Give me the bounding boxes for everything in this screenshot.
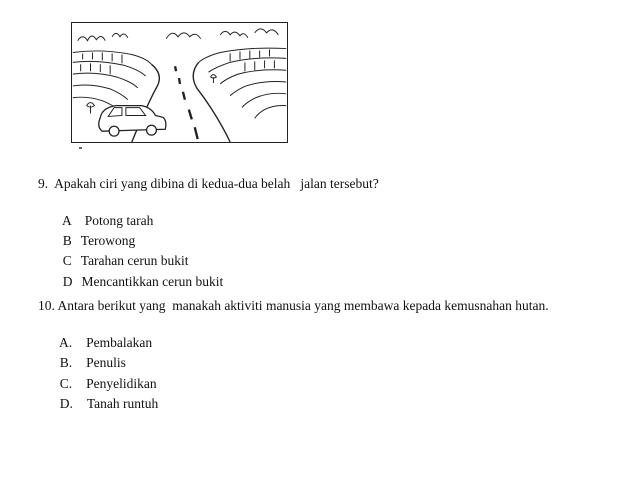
option-label: Tanah runtuh — [86, 396, 159, 411]
option-letter: D. — [59, 396, 73, 411]
option-label: Penyelidikan — [86, 376, 157, 391]
option-letter: A — [62, 213, 72, 228]
road-terrace-illustration — [71, 22, 288, 143]
question-10-text: 10. Antara berikut yang manakah aktiviti manusia yang membawa kepada kemusnahan hutan. — [38, 298, 549, 313]
option-label: Penulis — [86, 355, 126, 370]
option-label: Pembalakan — [86, 335, 153, 350]
question-10-option-d — [53, 380, 158, 412]
road-terrace-drawing — [72, 23, 287, 142]
option-label: Tarahan cerun bukit — [80, 253, 189, 268]
option-label: Mencantikkan cerun bukit — [81, 274, 224, 289]
question-9-option-d — [56, 258, 223, 290]
option-letter: D — [62, 274, 73, 289]
question-9-text: 9. Apakah ciri yang dibina di kedua-dua belah jalan tersebut? — [38, 176, 379, 191]
option-letter: B — [62, 233, 72, 248]
option-label: Potong tarah — [84, 213, 154, 228]
option-letter: B. — [59, 355, 73, 370]
stray-mark — [79, 147, 82, 149]
option-letter: C. — [59, 376, 73, 391]
option-letter: C — [62, 253, 72, 268]
option-label: Terowong — [80, 233, 136, 248]
option-letter: A. — [59, 335, 73, 350]
